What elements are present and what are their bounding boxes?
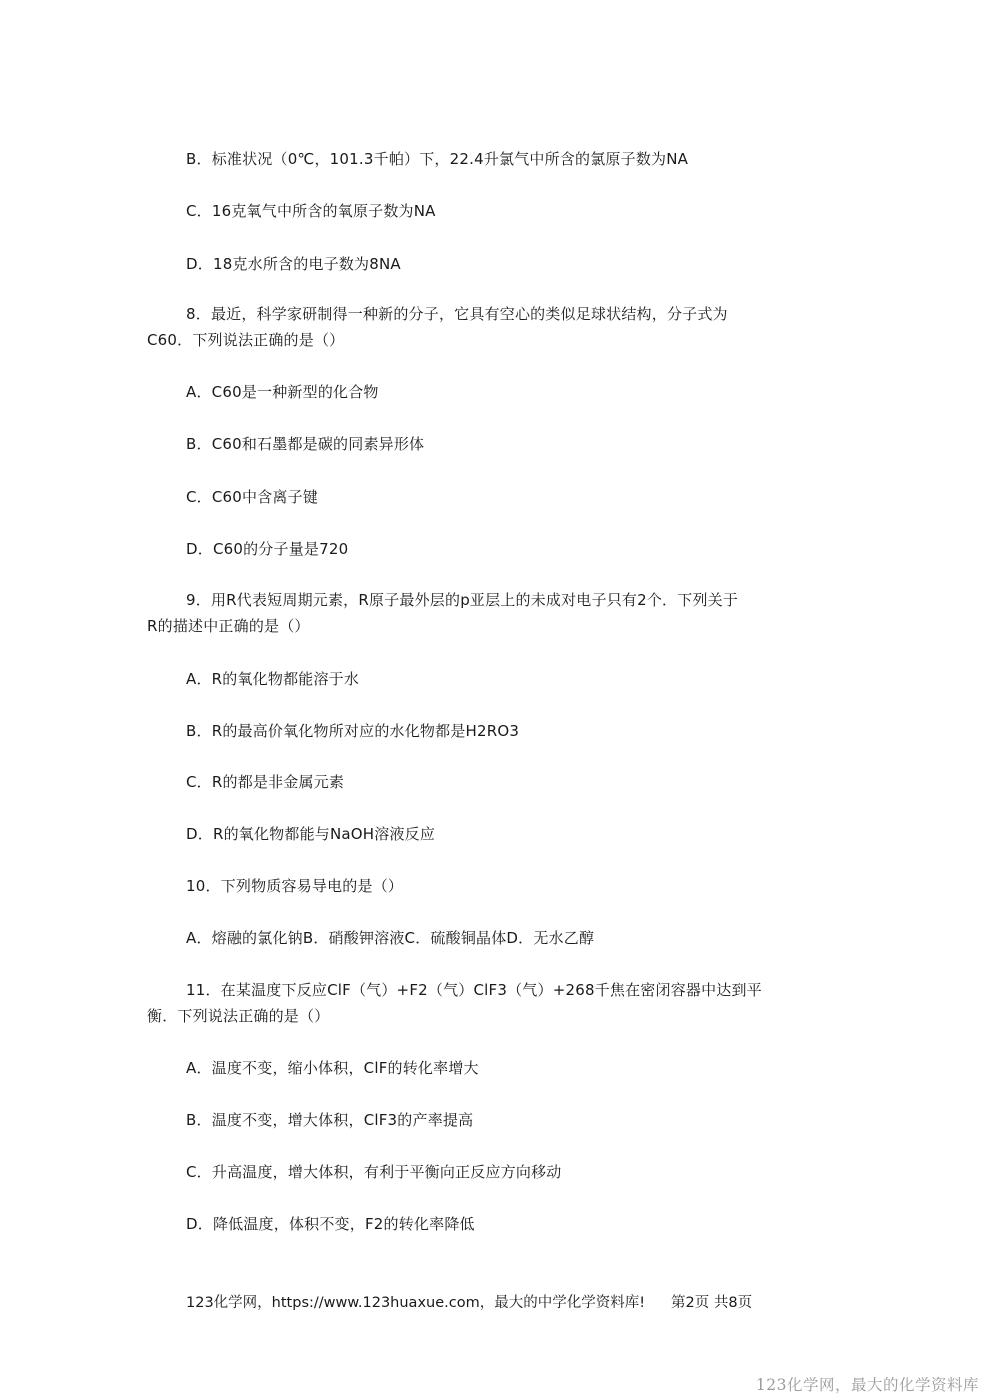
option-9d: D．R的氧化物都能与NaOH溶液反应 — [186, 825, 436, 843]
question-11-continued: 衡．下列说法正确的是（） — [147, 1007, 330, 1025]
question-9: 9．用R代表短周期元素，R原子最外层的p亚层上的未成对电子只有2个．下列关于 — [186, 591, 739, 609]
option-9a: A．R的氧化物都能溶于水 — [186, 670, 360, 688]
footer-site-text: 123化学网，https://www.123huaxue.com，最大的中学化学资料库! — [186, 1295, 646, 1311]
option-7c: C．16克氧气中所含的氧原子数为NA — [186, 202, 436, 220]
option-9c: C．R的都是非金属元素 — [186, 773, 345, 791]
question-11: 11．在某温度下反应ClF（气）+F2（气）ClF3（气）+268千焦在密闭容器中达到平 — [186, 981, 762, 999]
question-9-continued: R的描述中正确的是（） — [147, 617, 310, 635]
footer-page-number: 第2页 共8页 — [671, 1295, 753, 1311]
watermark: 123化学网，最大的化学资料库 — [755, 1376, 979, 1394]
option-11b: B．温度不变，增大体积，ClF3的产率提高 — [186, 1111, 474, 1129]
option-7b: B．标准状况（0℃，101.3千帕）下，22.4升氯气中所含的氯原子数为NA — [186, 150, 689, 168]
question-8-continued: C60．下列说法正确的是（） — [147, 331, 345, 349]
option-8d: D．C60的分子量是720 — [186, 540, 349, 558]
question-10: 10．下列物质容易导电的是（） — [186, 877, 404, 895]
option-8b: B．C60和石墨都是碳的同素异形体 — [186, 435, 425, 453]
page-footer — [186, 1292, 752, 1314]
option-8c: C．C60中含离子键 — [186, 488, 319, 506]
question-8: 8．最近，科学家研制得一种新的分子，它具有空心的类似足球状结构，分子式为 — [186, 305, 728, 323]
option-11c: C．升高温度，增大体积，有利于平衡向正反应方向移动 — [186, 1163, 562, 1181]
option-11d: D．降低温度，体积不变，F2的转化率降低 — [186, 1215, 475, 1233]
option-9b: B．R的最高价氧化物所对应的水化物都是H2RO3 — [186, 722, 520, 740]
option-7d: D．18克水所含的电子数为8NA — [186, 255, 401, 273]
option-8a: A．C60是一种新型的化合物 — [186, 383, 379, 401]
option-11a: A．温度不变，缩小体积，ClF的转化率增大 — [186, 1059, 479, 1077]
options-10: A．熔融的氯化钠B．硝酸钾溶液C．硫酸铜晶体D．无水乙醇 — [186, 929, 595, 947]
